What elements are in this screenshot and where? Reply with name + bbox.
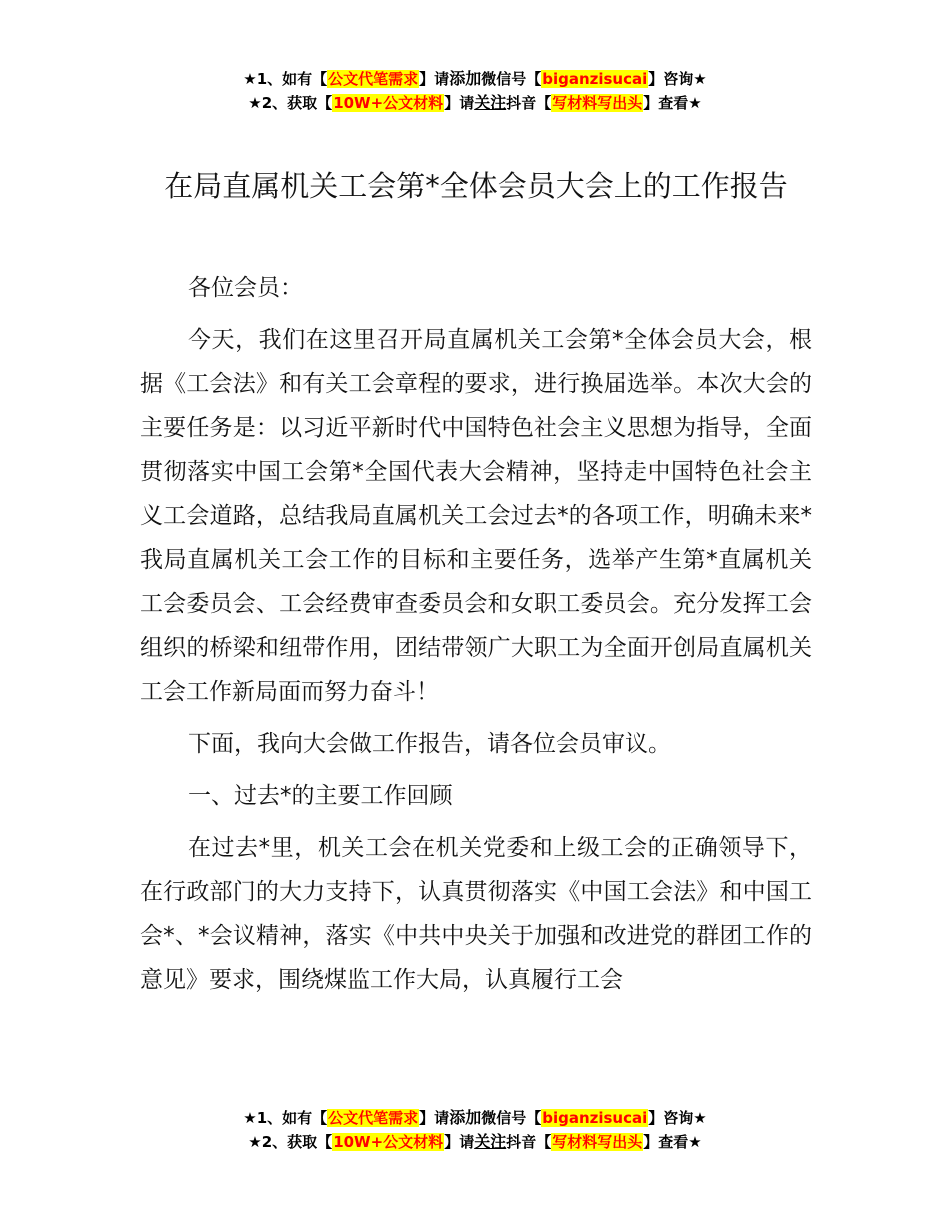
banner-text: 】咨询★: [648, 70, 707, 88]
paragraph-intro: 今天，我们在这里召开局直属机关工会第*全体会员大会，根据《工会法》和有关工会章程的要求，进行换届选举。本次大会的主要任务是：以习近平新时代中国特色社会主义思想为指导，全面贯彻落实中国工会第*全国代表大会精神，坚持走中国特色社会主义工会道路，总结我局直属机关工会过去*的各项工作，明确未来*我局直属机关工会工作的目标和主要任务，选举产生第*直属机关工会委员会、工会经费审查委员会和女职工委员会。充分发挥工会组织的桥梁和纽带作用，团结带领广大职工为全面开创局直属机关工会工作新局面而努力奋斗！: [140, 327, 812, 705]
banner-text: 】查看★: [643, 1133, 702, 1151]
banner-text: ★1、如有【: [243, 1109, 328, 1127]
highlight-account: 写材料写出头: [552, 94, 643, 112]
banner-line-2: [0, 91, 950, 115]
banner-text: 微信号【: [481, 70, 542, 88]
banner-text: 】查看★: [643, 94, 702, 112]
highlight-service: 公文代笔需求: [328, 70, 419, 88]
highlight-account: 写材料写出头: [552, 1133, 643, 1151]
banner-emphasis: 添加: [449, 1108, 482, 1127]
salutation: 各位会员：: [188, 275, 303, 301]
section-heading: 一、过去*的主要工作回顾: [188, 783, 453, 809]
highlight-materials: 10W+公文材料: [333, 94, 444, 112]
banner-text: 】请: [444, 94, 475, 112]
header-banner: [0, 67, 950, 115]
highlight-wechat-id: biganzisucai: [542, 70, 648, 88]
banner-text: ★2、获取【: [248, 94, 333, 112]
document-body: [140, 266, 812, 1010]
highlight-service: 公文代笔需求: [328, 1109, 419, 1127]
banner-text: 抖音【: [506, 94, 552, 112]
banner-text: 】咨询★: [648, 1109, 707, 1127]
banner-text: 】请: [444, 1133, 475, 1151]
banner-text: 抖音【: [506, 1133, 552, 1151]
banner-line-1: [0, 1106, 950, 1130]
paragraph-review: 在过去*里，机关工会在机关党委和上级工会的正确领导下，在行政部门的大力支持下，认真贯彻落实《中国工会法》和中国工会*、*会议精神，落实《中共中央关于加强和改进党的群团工作的意见》要求，围绕煤监工作大局，认真履行工会: [140, 835, 812, 993]
banner-text: ★2、获取【: [248, 1133, 333, 1151]
paragraph-report: 下面，我向大会做工作报告，请各位会员审议。: [188, 731, 671, 757]
highlight-materials: 10W+公文材料: [333, 1133, 444, 1151]
banner-text: 】请: [419, 1109, 450, 1127]
banner-emphasis: 关注: [474, 93, 507, 112]
highlight-wechat-id: biganzisucai: [542, 1109, 648, 1127]
banner-emphasis: 关注: [474, 1132, 507, 1151]
banner-text: ★1、如有【: [243, 70, 328, 88]
banner-text: 微信号【: [481, 1109, 542, 1127]
banner-text: 】请: [419, 70, 450, 88]
document-title: 在局直属机关工会第*全体会员大会上的工作报告: [164, 169, 788, 203]
banner-line-2: [0, 1130, 950, 1154]
footer-banner: [0, 1106, 950, 1154]
banner-line-1: [0, 67, 950, 91]
banner-emphasis: 添加: [449, 69, 482, 88]
